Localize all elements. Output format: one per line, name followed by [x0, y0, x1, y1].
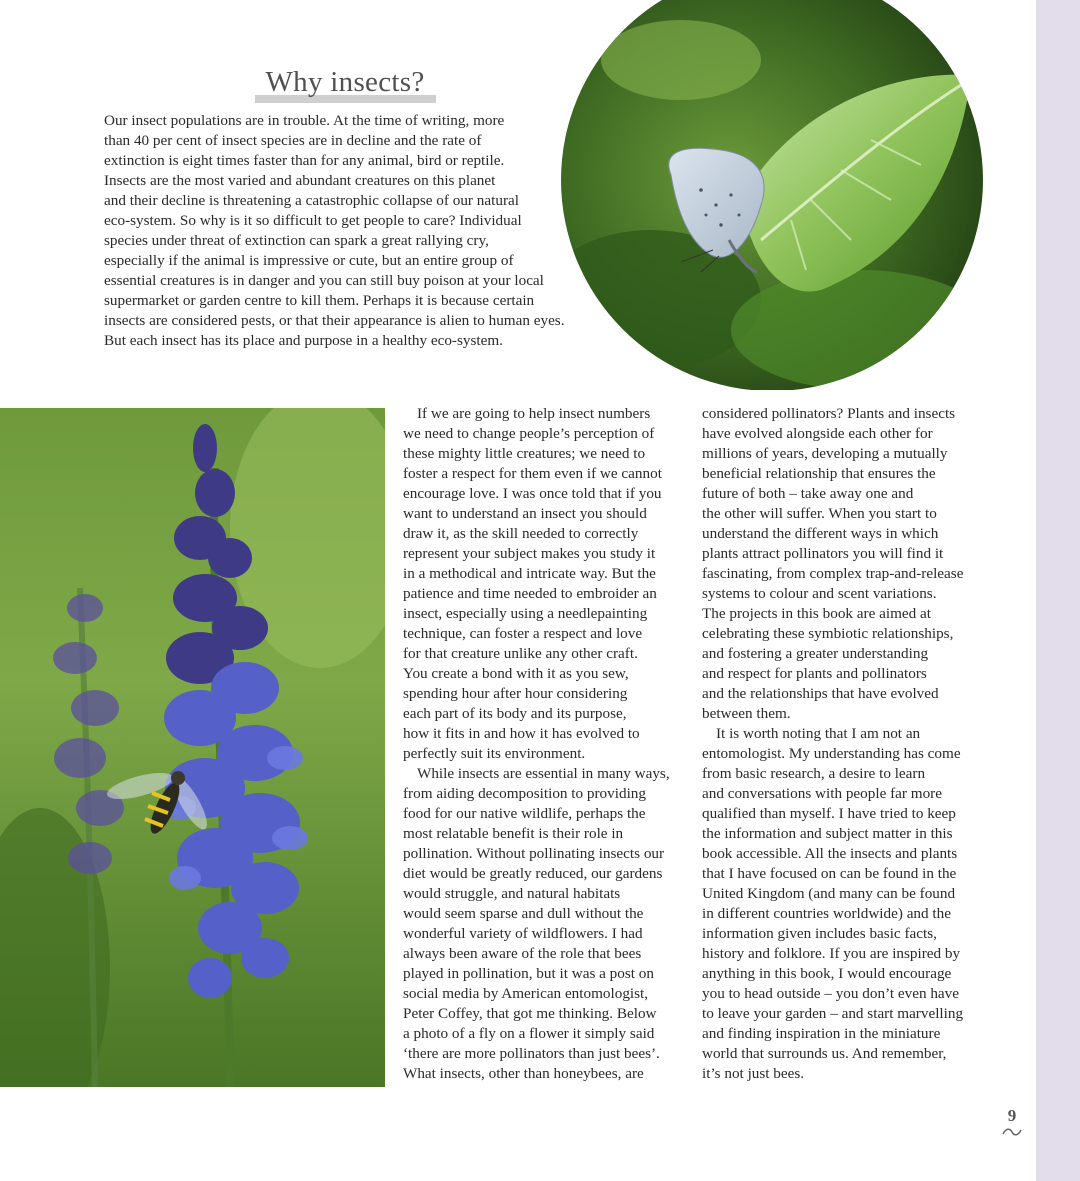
- text-line: and respect for plants and pollinators: [702, 665, 927, 682]
- text-line: have evolved alongside each other for: [702, 425, 933, 442]
- text-line: Peter Coffey, that got me thinking. Below: [403, 1005, 657, 1022]
- text-line: and finding inspiration in the miniature: [702, 1025, 941, 1042]
- text-line: draw it, as the skill needed to correctly: [403, 525, 639, 542]
- text-line: plants attract pollinators you will find it: [702, 545, 944, 562]
- text-line: spending hour after hour considering: [403, 685, 628, 702]
- text-line: and the relationships that have evolved: [702, 685, 939, 702]
- text-line: food for our native wildlife, perhaps the: [403, 805, 646, 822]
- text-line: diet would be greatly reduced, our gardens: [403, 865, 663, 882]
- text-line: each part of its body and its purpose,: [403, 705, 627, 722]
- text-line: essential creatures is in danger and you can still buy poison at your local: [104, 272, 544, 289]
- text-line: beneficial relationship that ensures the: [702, 465, 936, 482]
- text-line: and fostering a greater understanding: [702, 645, 929, 662]
- butterfly-photo: [561, 0, 983, 390]
- text-line: The projects in this book are aimed at: [702, 605, 932, 622]
- page-title: Why insects?: [265, 66, 425, 98]
- text-line: foster a respect for them even if we cannot: [403, 465, 662, 482]
- text-line: how it fits in and how it has evolved to: [403, 725, 640, 742]
- text-line: it’s not just bees.: [702, 1065, 805, 1082]
- text-line: millions of years, developing a mutually: [702, 445, 948, 462]
- text-line: extinction is eight times faster than for any animal, bird or reptile.: [104, 152, 505, 169]
- text-line: What insects, other than honeybees, are: [403, 1065, 644, 1082]
- text-line: patience and time needed to embroider an: [403, 585, 657, 602]
- text-line: systems to colour and scent variations.: [702, 585, 937, 602]
- intro-paragraph: [104, 111, 604, 351]
- flourish-icon: [1001, 1126, 1023, 1138]
- flower-hoverfly-photo: [0, 408, 385, 1087]
- text-line: than 40 per cent of insect species are in decline and the rate of: [104, 132, 482, 149]
- page-edge-band: [1036, 0, 1080, 1181]
- text-line: It is worth noting that I am not an: [716, 725, 921, 742]
- text-line: species under threat of extinction can spark a great rallying cry,: [104, 232, 489, 249]
- text-line: we need to change people’s perception of: [403, 425, 655, 442]
- text-line: fascinating, from complex trap-and-release: [702, 565, 964, 582]
- page-number: 9: [1007, 1106, 1017, 1125]
- text-line: insects are considered pests, or that their appearance is alien to human eyes.: [104, 312, 565, 329]
- text-line: would struggle, and natural habitats: [403, 885, 621, 902]
- text-line: ‘there are more pollinators than just bees’.: [403, 1045, 660, 1062]
- text-line: and their decline is threatening a catastrophic collapse of our natural: [104, 192, 519, 209]
- text-line: encourage love. I was once told that if you: [403, 485, 662, 502]
- text-line: always been aware of the role that bees: [403, 945, 642, 962]
- text-line: wonderful variety of wildflowers. I had: [403, 925, 643, 942]
- text-line: book accessible. All the insects and plants: [702, 845, 958, 862]
- text-line: While insects are essential in many ways,: [417, 765, 670, 782]
- text-line: these mighty little creatures; we need to: [403, 445, 646, 462]
- text-line: from aiding decomposition to providing: [403, 785, 646, 802]
- text-line: to leave your garden – and start marvelling: [702, 1005, 964, 1022]
- text-line: for that creature unlike any other craft.: [403, 645, 638, 662]
- text-line: Our insect populations are in trouble. At the time of writing, more: [104, 112, 505, 129]
- text-line: a photo of a fly on a flower it simply said: [403, 1025, 655, 1042]
- text-line: anything in this book, I would encourage: [702, 965, 952, 982]
- text-line: perfectly suit its environment.: [403, 745, 586, 762]
- body-column-right: [702, 404, 994, 1084]
- text-line: information given includes basic facts,: [702, 925, 937, 942]
- text-line: social media by American entomologist,: [403, 985, 649, 1002]
- text-line: would seem sparse and dull without the: [403, 905, 644, 922]
- text-line: insect, especially using a needlepainting: [403, 605, 648, 622]
- text-line: history and folklore. If you are inspired by: [702, 945, 961, 962]
- text-line: the information and subject matter in this: [702, 825, 953, 842]
- text-line: celebrating these symbiotic relationships,: [702, 625, 954, 642]
- text-line: the other will suffer. When you start to: [702, 505, 937, 522]
- text-line: But each insect has its place and purpose in a healthy eco-system.: [104, 332, 503, 349]
- text-line: that I have focused on can be found in the: [702, 865, 957, 882]
- text-line: want to understand an insect you should: [403, 505, 647, 522]
- text-line: United Kingdom (and many can be found: [702, 885, 956, 902]
- text-line: considered pollinators? Plants and insects: [702, 405, 956, 422]
- text-line: you to head outside – you don’t even have: [702, 985, 960, 1002]
- text-line: especially if the animal is impressive or cute, but an entire group of: [104, 252, 514, 269]
- text-line: future of both – take away one and: [702, 485, 914, 502]
- text-line: Insects are the most varied and abundant creatures on this planet: [104, 172, 496, 189]
- text-line: represent your subject makes you study it: [403, 545, 656, 562]
- text-line: technique, can foster a respect and love: [403, 625, 643, 642]
- text-line: You create a bond with it as you sew,: [403, 665, 629, 682]
- text-line: most relatable benefit is their role in: [403, 825, 624, 842]
- text-line: world that surrounds us. And remember,: [702, 1045, 947, 1062]
- text-line: from basic research, a desire to learn: [702, 765, 926, 782]
- text-line: supermarket or garden centre to kill them. Perhaps it is because certain: [104, 292, 535, 309]
- text-line: in different countries worldwide) and the: [702, 905, 951, 922]
- text-line: between them.: [702, 705, 791, 722]
- text-line: qualified than myself. I have tried to keep: [702, 805, 956, 822]
- text-line: If we are going to help insect numbers: [417, 405, 651, 422]
- text-line: entomologist. My understanding has come: [702, 745, 961, 762]
- text-line: in a methodical and intricate way. But the: [403, 565, 656, 582]
- text-line: played in pollination, but it was a post on: [403, 965, 654, 982]
- text-line: pollination. Without pollinating insects our: [403, 845, 665, 862]
- text-line: and conversations with people far more: [702, 785, 942, 802]
- body-column-left: [403, 404, 695, 1084]
- text-line: eco-system. So why is it so difficult to get people to care? Individual: [104, 212, 522, 229]
- text-line: understand the different ways in which: [702, 525, 939, 542]
